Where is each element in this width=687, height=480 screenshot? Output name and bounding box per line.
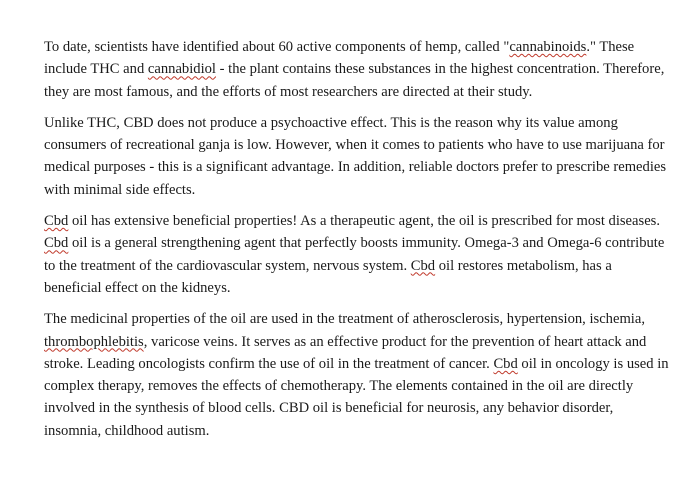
paragraph-text: oil in oncology is used in complex therapy, removes the effects of chemotherapy. The elements contained in the oil are directly involved in the synthesis of blood cells. CBD oil is beneficial for neurosis, any behavior disorder, insomnia, childhood autism. (44, 355, 669, 439)
paragraph-text: ." These include THC and (44, 39, 635, 78)
paragraph-text: oil is a general strengthening agent that perfectly boosts immunity. Omega-3 and Omega-6 contribute to the treatment of the cardiovascular system, nervous system. (44, 235, 665, 274)
spellcheck-flagged-word[interactable]: cannabidiol (147, 61, 216, 78)
paragraph-oil-properties (44, 210, 672, 299)
paragraph-text: - the plant contains these substances in the highest concentration. Therefore, they are most famous, and the efforts of most researchers are directed at their study. (44, 61, 665, 100)
paragraph-text: The medicinal properties of the oil are used in the treatment of atherosclerosis, hypertension, ischemia, (44, 311, 645, 328)
spellcheck-flagged-word[interactable]: thrombophlebitis (44, 333, 144, 350)
paragraph-text: To date, scientists have identified about 60 active components of hemp, called " (44, 39, 510, 55)
paragraph-text: , varicose veins. It serves as an effective product for the prevention of heart attack and stroke. Leading oncologists confirm the use of oil in the treatment of cancer. (44, 333, 647, 372)
spellcheck-flagged-word[interactable]: Cbd (44, 235, 69, 252)
document-body (44, 36, 672, 451)
paragraph-thc-cbd (44, 112, 672, 201)
spellcheck-flagged-word[interactable]: Cbd (44, 213, 69, 230)
spellcheck-flagged-word[interactable]: Cbd (410, 257, 436, 274)
spellcheck-flagged-word[interactable]: cannabinoids (509, 39, 587, 55)
spellcheck-flagged-word[interactable]: Cbd (493, 355, 518, 372)
paragraph-medicinal (44, 308, 672, 442)
paragraph-text: oil restores metabolism, has a beneficial effect on the kidneys. (44, 257, 612, 296)
paragraph-text: oil has extensive beneficial properties! As a therapeutic agent, the oil is prescribed for most diseases. (68, 213, 660, 230)
paragraph-text: Unlike THC, CBD does not produce a psychoactive effect. This is the reason why its value among consumers of recreational ganja is low. However, when it comes to patients who have to use marijuana for medical purposes - this is a significant advantage. In addition, reliable doctors prefer to prescribe remedies with minimal side effects. (44, 114, 667, 198)
paragraph-intro (44, 36, 672, 103)
